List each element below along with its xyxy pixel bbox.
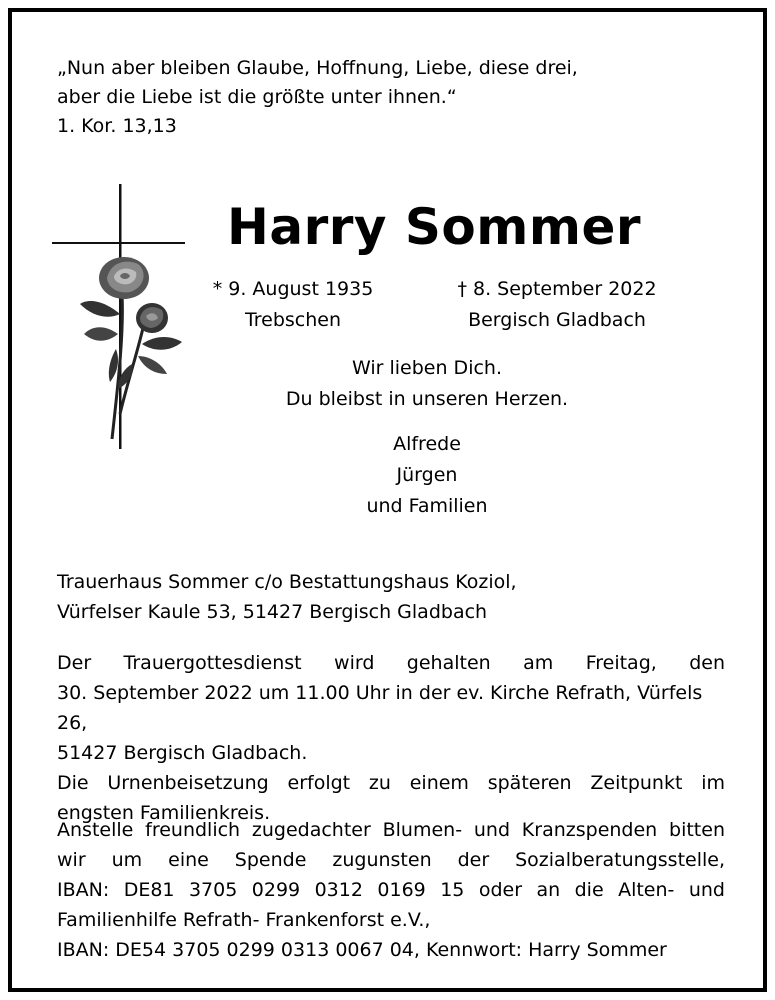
birth-info (198, 274, 388, 336)
quote-line-1: „Nun aber bleiben Glaube, Hoffnung, Liebe, diese drei, (57, 57, 578, 79)
cross-with-roses-icon (52, 184, 192, 454)
address-line-1: Trauerhaus Sommer c/o Bestattungshaus Koziol, (57, 571, 517, 593)
mourning-address (57, 567, 725, 627)
service-line-4: Die Urnenbeisetzung erfolgt zu einem späteren Zeitpunkt im (57, 772, 725, 794)
mourners-list (212, 429, 642, 522)
service-line-5: engsten Familienkreis. (57, 802, 271, 824)
farewell-line-2: Du bleibst in unseren Herzen. (285, 388, 569, 410)
death-place: Bergisch Gladbach (468, 309, 646, 331)
donation-info (57, 815, 725, 965)
mourner-name: Jürgen (396, 464, 458, 486)
service-info (57, 648, 725, 828)
mourner-name: und Familien (366, 495, 488, 517)
birth-place: Trebschen (244, 309, 342, 331)
birth-date: * 9. August 1935 (212, 278, 374, 300)
donation-line-2: wir um eine Spende zugunsten der Sozialberatungsstelle, (57, 849, 725, 871)
farewell-line-1: Wir lieben Dich. (351, 357, 502, 379)
bible-quote (57, 54, 578, 141)
address-line-2: Vürfelser Kaule 53, 51427 Bergisch Gladbach (57, 601, 488, 623)
death-date: † 8. September 2022 (457, 278, 657, 300)
farewell-message (212, 353, 642, 415)
mourner-name: Alfrede (393, 433, 461, 455)
service-line-1: Der Trauergottesdienst wird gehalten am Freitag, den (57, 652, 725, 674)
donation-line-3: IBAN: DE81 3705 0299 0312 0169 15 oder an die Alten- und (57, 879, 725, 901)
donation-line-4: Familienhilfe Refrath- Frankenforst e.V., (57, 909, 431, 931)
donation-line-5: IBAN: DE54 3705 0299 0313 0067 04, Kennwort: Harry Sommer (57, 939, 667, 961)
obituary-frame (8, 8, 767, 992)
quote-line-2: aber die Liebe ist die größte unter ihnen.“ (57, 86, 457, 108)
service-line-2: 30. September 2022 um 11.00 Uhr in der ev. Kirche Refrath, Vürfels 26, (57, 682, 703, 734)
service-line-3: 51427 Bergisch Gladbach. (57, 742, 308, 764)
donation-line-1: Anstelle freundlich zugedachter Blumen- und Kranzspenden bitten (57, 819, 725, 841)
deceased-name: Harry Sommer (227, 198, 642, 256)
quote-reference: 1. Kor. 13,13 (57, 115, 177, 137)
death-info (444, 274, 670, 336)
